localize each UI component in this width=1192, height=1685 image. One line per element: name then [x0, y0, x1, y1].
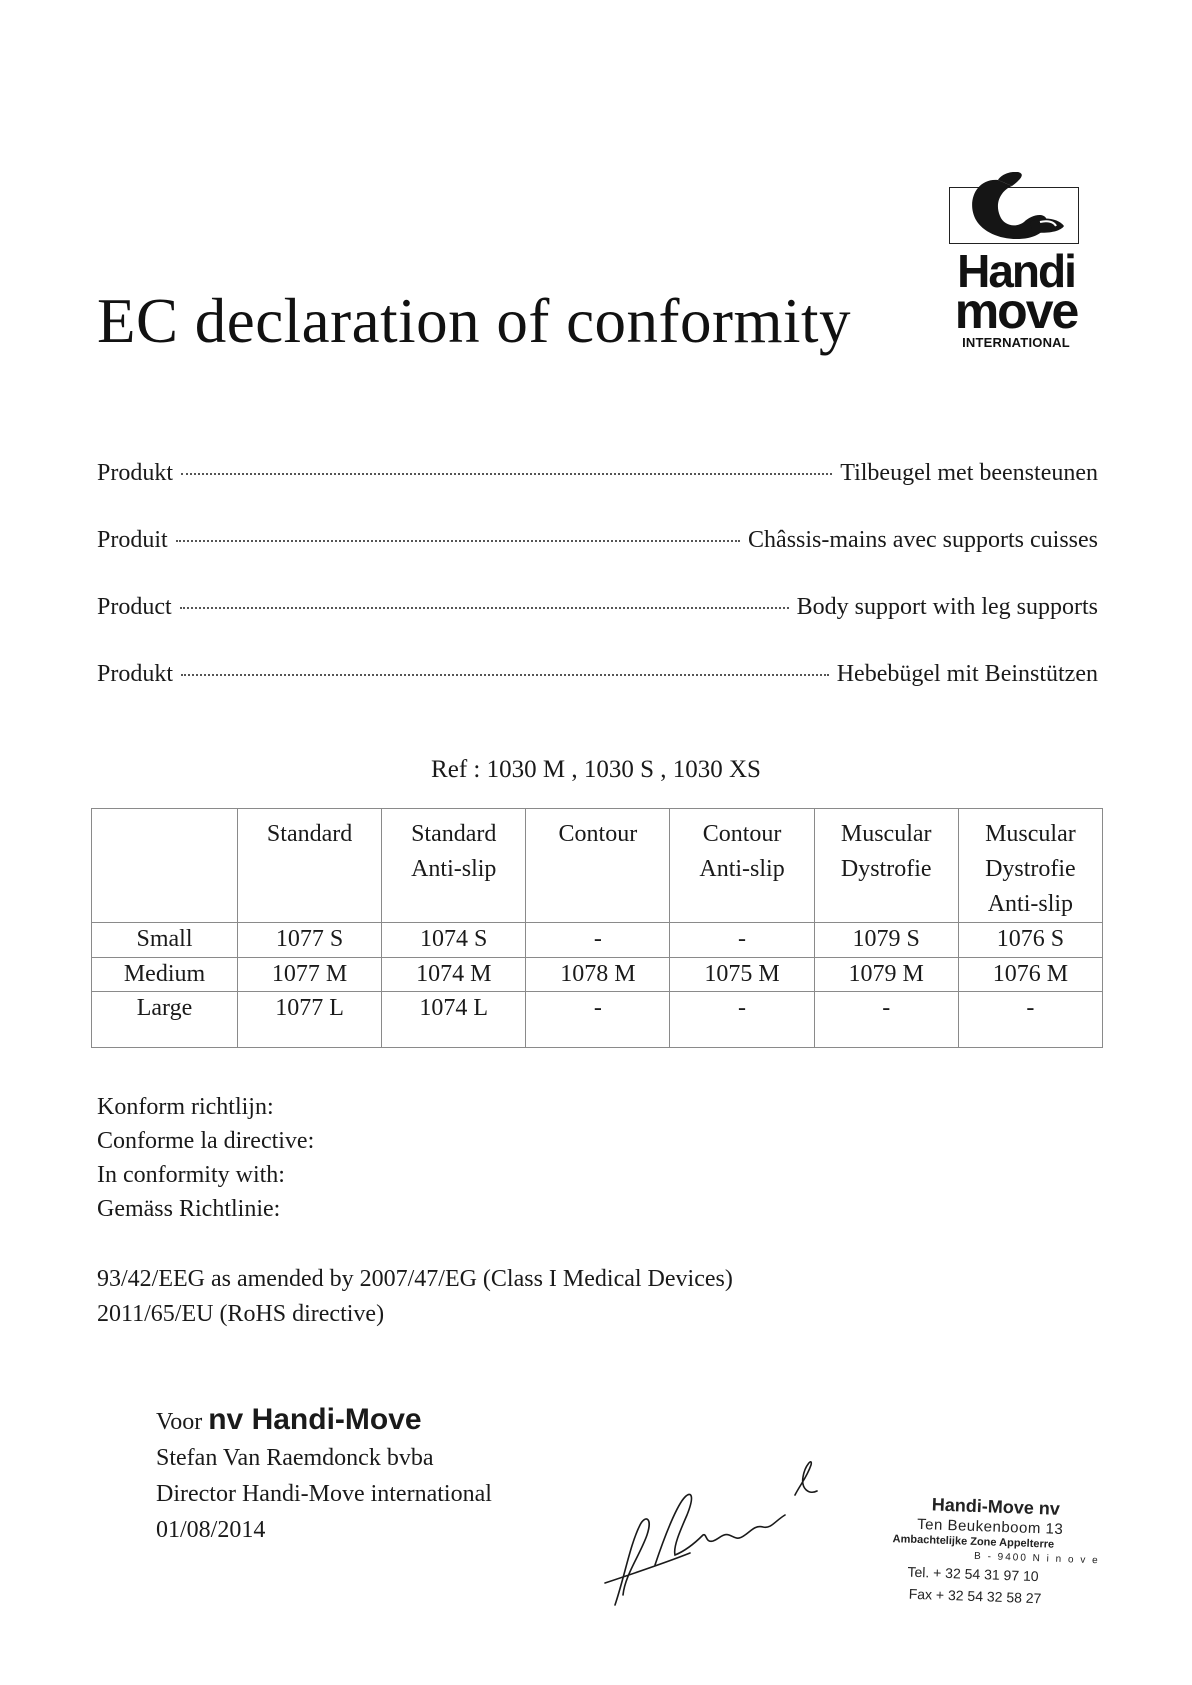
product-label: Produkt — [97, 661, 174, 687]
product-line-fr — [97, 527, 1098, 554]
table-row-medium — [92, 957, 1103, 992]
header-line: Anti-slip — [987, 891, 1074, 917]
table-header-cell — [814, 809, 958, 923]
product-label: Produit — [97, 527, 168, 553]
product-line-de — [97, 661, 1098, 688]
table-header-cell — [92, 809, 238, 923]
table-cell: 1077 M — [238, 957, 382, 992]
header-line: Dystrofie — [840, 856, 932, 882]
logo-word-handi: Handi — [957, 245, 1075, 297]
table-header-cell — [958, 809, 1102, 923]
table-cell: Medium — [92, 957, 238, 992]
table-header-cell — [382, 809, 526, 923]
table-cell: 1075 M — [670, 957, 814, 992]
header-line: Standard — [411, 821, 497, 847]
table-cell: 1079 M — [814, 957, 958, 992]
stamp-street: Ten Beukenboom 13 — [916, 1515, 1064, 1539]
leader-dots — [176, 540, 740, 542]
product-value: Châssis-mains avec supports cuisses — [748, 527, 1098, 553]
table-cell: 1077 S — [238, 923, 382, 958]
header-line: Dystrofie — [985, 856, 1076, 882]
stamp-tel: Tel. + 32 54 31 97 10 — [907, 1563, 1039, 1585]
conform-line: In conformity with: — [97, 1162, 285, 1188]
leader-dots — [181, 473, 832, 475]
table-cell: - — [670, 992, 814, 1048]
signatory-date: 01/08/2014 — [156, 1517, 266, 1543]
table-cell: 1074 M — [382, 957, 526, 992]
table-cell: 1077 L — [238, 992, 382, 1048]
table-header-cell — [238, 809, 382, 923]
signatory-name: Stefan Van Raemdonck bvba — [156, 1445, 434, 1471]
table-header-cell — [526, 809, 670, 923]
table-cell: Large — [92, 992, 238, 1048]
table-cell: 1076 M — [958, 957, 1102, 992]
company-stamp — [888, 1493, 1122, 1626]
product-line-nl — [97, 460, 1098, 487]
product-line-en — [97, 594, 1098, 621]
voor-text: Voor — [156, 1409, 203, 1435]
product-label: Product — [97, 594, 172, 620]
product-label: Produkt — [97, 460, 174, 486]
conform-line: Konform richtlijn: — [97, 1094, 274, 1120]
reference-line: Ref : 1030 M , 1030 S , 1030 XS — [431, 756, 761, 783]
stamp-company: Handi-Move nv — [931, 1494, 1061, 1519]
directive-line: 2011/65/EU (RoHS directive) — [97, 1301, 385, 1327]
table-cell: Small — [92, 923, 238, 958]
table-cell: - — [670, 923, 814, 958]
leader-dots — [181, 674, 829, 676]
leader-dots — [180, 607, 789, 609]
header-line: Muscular — [840, 821, 932, 847]
conformity-labels — [97, 1090, 314, 1226]
table-cell: 1078 M — [526, 957, 670, 992]
table-cell: 1079 S — [814, 923, 958, 958]
signatory-block — [156, 1402, 492, 1548]
table-cell: 1076 S — [958, 923, 1102, 958]
signatory-company-line — [156, 1402, 492, 1440]
directive-line: 93/42/EEG as amended by 2007/47/EG (Class I Medical Devices) — [97, 1266, 733, 1292]
logo-word-move: move — [954, 283, 1078, 339]
conform-line: Gemäss Richtlinie: — [97, 1196, 281, 1222]
table-cell: - — [814, 992, 958, 1048]
table-row-large — [92, 992, 1103, 1048]
stamp-city: B - 9400 N i n o v e — [973, 1550, 1100, 1567]
company-name: nv Handi-Move — [208, 1403, 422, 1436]
stamp-zone: Ambachtelijke Zone Appelterre — [892, 1533, 1055, 1551]
header-line: Muscular — [985, 821, 1076, 847]
table-cell: - — [526, 923, 670, 958]
stamp-fax: Fax + 32 54 32 58 27 — [908, 1585, 1042, 1607]
table-cell: 1074 L — [382, 992, 526, 1048]
table-cell: - — [958, 992, 1102, 1048]
page-title: EC declaration of conformity — [97, 286, 852, 356]
size-reference-table — [91, 808, 1103, 1048]
table-row-small — [92, 923, 1103, 958]
logo-word-international: INTERNATIONAL — [962, 335, 1070, 350]
logo-figure-icon — [946, 172, 1086, 252]
handwritten-signature — [595, 1455, 875, 1615]
header-line: Contour — [702, 821, 782, 847]
table-cell: - — [526, 992, 670, 1048]
table-header-row — [92, 809, 1103, 923]
header-line: Standard — [266, 821, 353, 847]
conform-line: Conforme la directive: — [97, 1128, 315, 1154]
product-value: Body support with leg supports — [796, 594, 1098, 620]
header-line: Anti-slip — [411, 856, 497, 882]
directive-list — [97, 1262, 733, 1332]
table-cell: 1074 S — [382, 923, 526, 958]
header-line: Anti-slip — [699, 856, 785, 882]
header-line: Contour — [558, 821, 638, 847]
product-value: Hebebügel mit Beinstützen — [836, 661, 1098, 687]
product-value: Tilbeugel met beensteunen — [840, 460, 1098, 486]
handi-move-logo — [946, 172, 1086, 352]
table-header-cell — [670, 809, 814, 923]
signatory-role: Director Handi-Move international — [156, 1481, 492, 1507]
